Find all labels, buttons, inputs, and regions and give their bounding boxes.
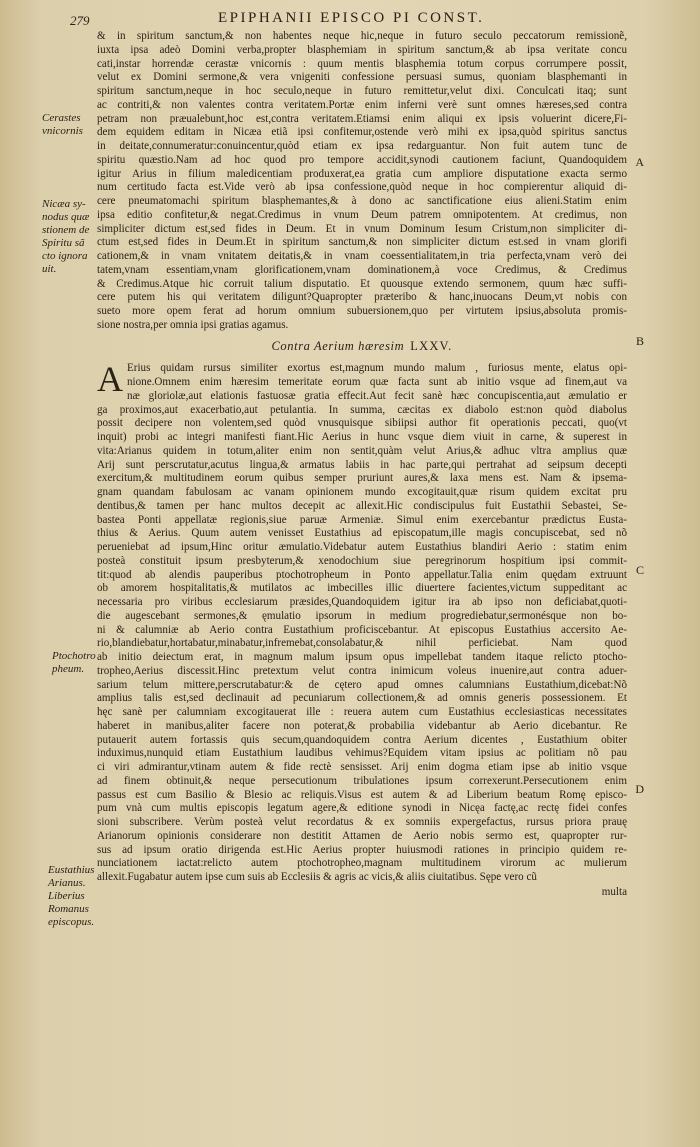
text-line: die augescebant sermones,& ęmulatio ipsorum in medium progrediebatur,sermonésque non bo-: [97, 609, 627, 622]
text-line: igitur Arius in filium maledicentiam produxerat,ea gratia cum ampliore disputatione exacta sermo: [97, 167, 627, 180]
text-line: iuxta ipsa adeò Domini verba,propter blasphemiam in spiritum sanctum,& ab ipsa veritate concu: [97, 43, 627, 56]
margin-note: Eustathius Arianus. Liberius Romanus episcopus.: [48, 864, 95, 928]
text-line: petram non præualebunt,hoc est,contra veritatem.Etiamsi enim aliqui ex ipsis voluerint dicere,Fi-: [97, 112, 627, 125]
section-title: Contra Aerium hæresim: [271, 338, 405, 353]
text-line: necessaria pro viribus ecclesiarum præsides,Quandoquidem igitur ira ab ipso non deficiabat,quoti-: [97, 596, 627, 608]
text-line: spiritum sanctum,neque in hoc seculo,neque in futuro remittetur,velut dixi. Conculcati itaq; sunt: [97, 85, 627, 97]
text-line: Arianorum opinionis considerare non destitit Attamen de Aerio nobis sermo est, quapropter rur-: [97, 829, 627, 842]
margin-note: Nicæa sy- nodus quæ stionem de Spiritu sã cto ignora uit.: [42, 198, 90, 275]
text-line: næ gloriolæ,aut elationis fastuosæ gratia effecit.Aut fecit sanè hæc concupiscentia,aut æmulatio er: [127, 389, 627, 402]
section-marker-b: B: [635, 334, 644, 348]
text-line: ac contriti,& non valentes contra veritatem.Portæ enim inferni verè sunt omnes hæreses,sed contra: [97, 98, 627, 111]
catchword: multa: [601, 885, 627, 898]
text-line: ipsa editio confitetur,& negat.Credimus in vnum Deum patrem omnipotentem. At credimus, non: [97, 208, 627, 221]
text-line: ab initio deiectum erat, in magnum malum ipsum opus impellebat tandem itaque relicto ptocho-: [97, 651, 627, 663]
paragraph-two: [97, 359, 627, 885]
text-line: cere pneumatomachi spiritum blasphemantes,& à dono ac sanctificatione eius alieni.Statim enim: [97, 195, 627, 207]
text-line: velut ex Domini sermone,& vera vnigeniti confessione persuasi sumus, quoniam blasphemanti in: [97, 71, 627, 84]
page-body: [97, 30, 627, 900]
text-line: & Credimus.Atque hic corruit talium disputatio. Et quousque extendo sermonem, quum hæc suffi-: [97, 277, 627, 290]
text-line: exercitum,& multitudinem eorum quibus semper pruriunt aures,& laxa mens est. Nam & ipsema-: [97, 472, 627, 485]
text-line: sueto more opem ferat ad horum omnium subuersionem,quo per virtutem ipsius,absoluta promis-: [97, 305, 627, 317]
text-line: tropheo,Aerius discessit.Hinc pretextum velut contra inimicum voleus inuenire,aut contra aduer-: [97, 664, 627, 677]
text-line: spiritu quæstio.Nam ad hoc quod pro tempore accidit,synodi cautionem faciunt, Quandoquidem: [97, 153, 627, 166]
text-line: rio,blandiebatur,hortabatur,minabatur,infremebat,consolabatur,& nihil perficiebat. Nam quod: [97, 637, 627, 650]
drop-cap: A: [97, 359, 123, 400]
text-line: in deitate,connumeratur:conuincentur,quòd etiam ex ipsa redarguantur. Non fuit autem tunc de: [97, 140, 627, 152]
section-marker-a: A: [635, 155, 644, 169]
text-line: possit decipere non volentem,sed quòd vnusquisque sibiipsi author fit operationis peccati, quo(vt: [97, 417, 627, 430]
text-line: sioni subscribere. Verùm posteà velut recordatus & ex somniis expergefactus, rursus priora prauę: [97, 816, 627, 828]
text-line: vita:Arianus quidem in totum,aliter enim non sentit,quàm velut Arius,& adhuc vltra amplius quæ: [97, 444, 627, 457]
text-line: induximus,nunquid etiam Eustathium laudibus vehimus?Equidem vitam ipsius ac politiam nõ pau: [97, 747, 627, 760]
text-line: ga proximos,aut exacerbatio,aut petulantia. In summa, cæcitas ex diabolo est:non quòd diabolus: [97, 403, 627, 416]
text-line: gnam quandam fabulosam ac vanam opinionem mundo excogitauit,quæ risum quidem excitat pru: [97, 486, 627, 498]
text-line: tit:quod ab alendis pauperibus ptochotropheum in Ponto appellatur.Talia enim quędam extruunt: [97, 568, 627, 581]
text-line: Arij sunt perscrutatur,acutus lingua,& armatus labiis in hac parte,qui pertrahat ad seipsum decepti: [97, 458, 627, 471]
text-line: simpliciter dictum est,sed fides in Deum. Et in vnum Dominum Iesum Cristum,non simpliciter di-: [97, 222, 627, 235]
text-line: cationem,& in vnam vnitatem deitatis,& in vnam coessentialitatem,in tria perfecta,vnam verò dei: [97, 250, 627, 262]
margin-note: Ptochotro pheum.: [52, 650, 96, 675]
page-header: [70, 10, 660, 32]
text-line: thius & Aerius. Quum autem venisset Eustathius ad episcopatum,ille magis concupiscebat, sed nõ: [97, 527, 627, 540]
text-line: hęc sanè per calumniam excogitauerat ille : reuera autem cum Eustathius ecclesiasticas necessitates: [97, 706, 627, 718]
text-line: sarium telum mittere,perscrutabatur:& de cętero apud omnes calumnians Eustathium,dicebat:Nõ: [97, 678, 627, 691]
text-line: inquit) probi ac integri manifesti fiant.Hic Aerius in hunc vsque diem viuit in carne, & superest in: [97, 431, 627, 443]
text-line: num certitudo facta est.Vide verò ab ipsa confessione,quòd neque in hoc compierentur aliquid di-: [97, 181, 627, 194]
margin-note: Cerastes vnicornis: [42, 112, 83, 137]
paragraph-one: [97, 30, 627, 333]
text-line: allexit.Fugabatur autem ipse cum suis ab Ecclesiis & agris ac vicis,& aliis ciuitatibus. Sępe vero cũ: [97, 871, 537, 883]
section-marker-c: C: [635, 563, 644, 577]
text-line: perueniebat ad ipsum,Hinc oritur æmulatio.Videbatur autem Eustathius blandiri Aerio : statim enim: [97, 541, 627, 553]
section-marker-d: D: [635, 782, 644, 796]
text-line: ni & calumniæ ab Aerio contra Eustathium proficiscebantur. At episcopus Eustathius accersito Ae-: [97, 623, 627, 636]
text-line: cati,instar horrendæ cerastæ vnicornis : quum mentis blasphemia totum corpus corrumpere possit,: [97, 57, 627, 70]
text-line: dentibus,& tamen per hanc multos decepit ac allexit.Hic condiscipulus fuit Eustathii Sebastei, Se-: [97, 499, 627, 512]
text-line: sione nostra,per omnia ipsi gratias agamus.: [97, 318, 289, 331]
text-line: posteà constituit ipsum presbyterum,& xenodochium siue peregrinorum hospitium ipsi commit-: [97, 554, 627, 567]
text-line: & in spiritum sanctum,& non habentes neque hic,neque in futuro seculo peccatorum remissionẽ,: [97, 30, 627, 42]
text-line: ob amorem hospitalitatis,& mutilatos ac imbecilles illic diuertere facientes,victum suppeditant ac: [97, 582, 627, 595]
text-line: tatem,vnam essentiam,vnam glorificationem,vnam dominationem,à voce Credimus, & Credimus: [97, 263, 627, 276]
text-line: bastea Ponti appellatæ regionis,siue paruæ Armeniæ. Simul enim exercebantur prædictus Eusta-: [97, 513, 627, 526]
text-line: nunciationem iactat:relicto autem ptochotropheo,magnam multitudinem virorum ac mulierum: [97, 857, 627, 870]
text-line: nione.Omnem enim hæresim temeritate eorum quæ facta sunt ab initio vsque ad finem,aut va: [127, 376, 627, 388]
text-line: ctum est,sed fides in Deum.Et in spiritum sanctum,& non simpliciter dictum est.sed in vnam glorifi: [97, 236, 627, 249]
text-line: amplius talis est,sed declinauit ad pecuniarum collectionem,& ad omnis generis possessionem. Et: [97, 692, 627, 705]
text-line: passus est cum Basilio & Blesio ac reliquis.Visus est autem & ad Liberium beatum Romę episco-: [97, 788, 627, 801]
text-line: dem equidem editam in Nicæa etiã ipsi confitemur,ostende verò mihi ex ipsa,quòd spiritus sanctus: [97, 126, 627, 139]
text-line: putauerit autem fortassis quis secum,quandoquidem contra Aerium dicentes , Eustathium obiter: [97, 733, 627, 746]
text-line: cere putem his qui veritatem diligunt?Quapropter præteribo & hanc,inuocans Deum,vt nobis con: [97, 291, 627, 304]
page-number: 279: [70, 13, 90, 28]
text-line: ad finem obtinuit,& neque persecutionum tribulationes ipsum correxerunt.Persecutionem enim: [97, 774, 627, 787]
section-heading: [97, 340, 627, 354]
running-head: EPIPHANII EPISCO PI CONST.: [218, 10, 485, 26]
text-line: ci viri admirantur,vtinam autem & fide rectè sensisset. Arij enim dogma etiam ipse ab initio vsque: [97, 761, 627, 773]
section-number: LXXV.: [410, 338, 453, 353]
text-line: Erius quidam rursus similiter exortus est,magnum mundo malum , furiosus mente, elatus opi-: [127, 362, 627, 375]
text-line: haberet in manibus,aliter facere non poterat,& probabilia videbantur ab Aerio dicebantur. Re: [97, 719, 627, 732]
text-line: pum vnà cum multis episcopis legatum agere,& editione synodi in Nicęa factę,ac rectę fidei confes: [97, 802, 627, 815]
text-line: sus ad ipsum oratio dirigenda est.Hic Aerius propter huiusmodi rationes in principio quidem re-: [97, 843, 627, 856]
